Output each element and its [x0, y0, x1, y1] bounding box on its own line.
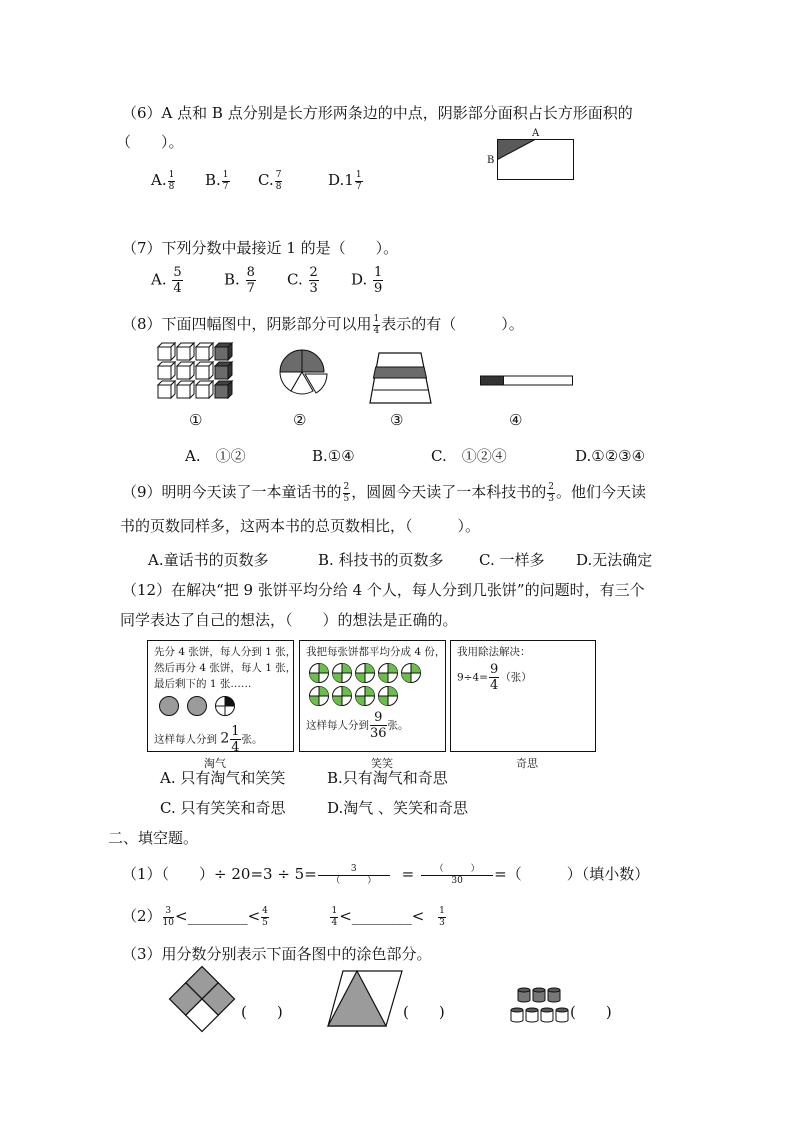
fill-q3-blank-1[interactable]: ( ) [241, 1003, 283, 1021]
q12-option-b[interactable]: B.只有淘气和奇思 [327, 769, 448, 787]
cylinder-1 [518, 988, 530, 1002]
pancake-1 [310, 664, 329, 683]
q9-option-b[interactable]: B. 科技书的页数多 [318, 551, 444, 569]
q7-option-c[interactable]: C. $\frac{2}{3}$ [287, 265, 318, 296]
q8-figure-3-trapezoid [369, 352, 433, 404]
pancake-5 [402, 664, 421, 683]
q8-figure-2-sectors [278, 348, 330, 400]
fill-q2-blank-2[interactable]: ________ [351, 907, 412, 925]
q12-text-line2: 同学表达了自己的想法，（ ）的想法是正确的。 [120, 611, 458, 629]
fill-q3-text: （3）用分数分别表示下面各图中的涂色部分。 [122, 945, 432, 963]
q12-box1-pancakes [158, 695, 238, 717]
q12-box3-equation: 9÷4= $\frac{9}{4}$ （张） [457, 662, 532, 693]
q8-figure-label-3: ③ [390, 411, 404, 429]
q8-option-b[interactable]: B.①④ [312, 447, 355, 465]
q12-box-xiaoxiao [299, 640, 446, 752]
fill-q1: （1）（ ）÷ 20=3 ÷ 5= $\frac{3}{( )}$ = $\frac{( )}{30}$ =（ ）（填小数） [122, 863, 650, 886]
q6-option-c[interactable]: C. $\frac{7}{8}$ [258, 169, 282, 192]
q12-caption-xiaoxiao: 笑笑 [371, 757, 393, 770]
q8-figure-4-bar [480, 375, 574, 387]
q8-option-a[interactable]: A. ①② [185, 447, 246, 465]
q6-text-line2: （ ）。 [116, 133, 184, 151]
pancake-8 [356, 687, 375, 706]
q12-caption-taoqi: 淘气 [204, 757, 226, 770]
cylinder-5 [526, 1008, 538, 1022]
cylinder-4 [511, 1008, 523, 1022]
q12-text-line1: （12）在解决“把 9 张饼平均分给 4 个人，每人分到几张饼”的问题时，有三个 [122, 581, 645, 599]
cylinder-2 [533, 988, 545, 1002]
q6-text-line1: （6）A 点和 B 点分别是长方形两条边的中点，阴影部分面积占长方形面积的 [122, 104, 633, 122]
pancake-9 [379, 687, 398, 706]
q12-box-qisi [450, 640, 596, 752]
q9-text-line1: （9）明明今天读了一本童话书的 $\frac{2}{5}$ ，圆圆今天读了一本科技书的 $\frac{2}{3}$ 。他们今天读 [122, 481, 647, 504]
q12-box1-line1: 先分 4 张饼，每人分到 1 张， [154, 646, 297, 658]
q6-option-d[interactable]: D.1 $\frac{1}{7}$ [328, 169, 362, 192]
fill-q3-cylinders-figure [510, 985, 572, 1027]
q12-box-taoqi [147, 640, 297, 755]
q8-text: （8）下面四幅图中，阴影部分可以用 $\frac{1}{4}$ 表示的有（ ）。 [122, 313, 524, 336]
fill-q3-diamond-figure [167, 965, 239, 1035]
q12-box2-result: 这样每人分到 $\frac{9}{36}$ 张。 [306, 710, 409, 741]
q12-option-d[interactable]: D.淘气 、笑笑和奇思 [327, 799, 469, 817]
q8-figure-label-2: ② [293, 411, 307, 429]
q7-option-d[interactable]: D. $\frac{1}{9}$ [351, 265, 383, 296]
q8-figure-label-1: ① [189, 411, 203, 429]
q6-point-b-label: B [487, 155, 495, 166]
q7-option-b[interactable]: B. $\frac{8}{7}$ [224, 265, 255, 296]
q6-point-a-label: A [532, 128, 540, 139]
q8-figure-label-4: ④ [509, 411, 523, 429]
q12-box3-line1: 我用除法解决： [457, 646, 531, 658]
pancake-3 [356, 664, 375, 683]
q12-box2-pancakes [308, 662, 424, 708]
q12-option-a[interactable]: A. 只有淘气和笑笑 [160, 769, 286, 787]
q6-option-a[interactable]: A. $\frac{1}{8}$ [151, 169, 175, 192]
q12-box1-line2: 然后再分 4 张饼，每人 1 张， [154, 662, 297, 674]
q7-option-a[interactable]: A. $\frac{5}{4}$ [151, 265, 182, 296]
fill-q3-parallelogram-figure [327, 970, 403, 1028]
q6-rectangle-figure [497, 139, 575, 181]
fill-q2: （2） $\frac{3}{10}$ <________< $\frac{4}{5}$ $\frac{1}{4}$ <________< $\frac{1}{3}$ [122, 905, 445, 928]
q9-option-c[interactable]: C. 一样多 [479, 551, 545, 569]
section2-title: 二、填空题。 [108, 829, 199, 847]
cylinder-7 [556, 1008, 568, 1022]
q9-option-d[interactable]: D.无法确定 [576, 551, 653, 569]
q8-option-c[interactable]: C. ①②④ [431, 447, 507, 465]
fill-q3-blank-3[interactable]: ( ) [570, 1003, 612, 1021]
q9-option-a[interactable]: A.童话书的页数多 [148, 551, 269, 569]
q8-figure-1-cubes [158, 343, 238, 403]
pancake-6 [310, 687, 329, 706]
pancake-4 [379, 664, 398, 683]
pancake-2 [333, 664, 352, 683]
q12-option-c[interactable]: C. 只有笑笑和奇思 [160, 799, 286, 817]
q12-box1-line3: 最后剩下的 1 张…… [154, 678, 252, 690]
q8-option-d[interactable]: D.①②③④ [575, 447, 646, 465]
fill-q2-blank-1[interactable]: ________ [187, 907, 248, 925]
q6-option-b[interactable]: B. $\frac{1}{7}$ [205, 169, 229, 192]
q12-box1-result: 这样每人分到 2 $\frac{1}{4}$ 张。 [154, 724, 263, 755]
cylinder-6 [541, 1008, 553, 1022]
q9-text-line2: 书的页数同样多，这两本书的总页数相比，（ ）。 [120, 517, 481, 535]
pancake-7 [333, 687, 352, 706]
q12-box2-line1: 我把每张饼都平均分成 4 份， [306, 646, 446, 658]
cylinder-3 [548, 988, 560, 1002]
q7-text: （7）下列分数中最接近 1 的是（ ）。 [122, 239, 399, 257]
fill-q3-blank-2[interactable]: ( ) [403, 1003, 445, 1021]
q12-caption-qisi: 奇思 [516, 757, 538, 770]
